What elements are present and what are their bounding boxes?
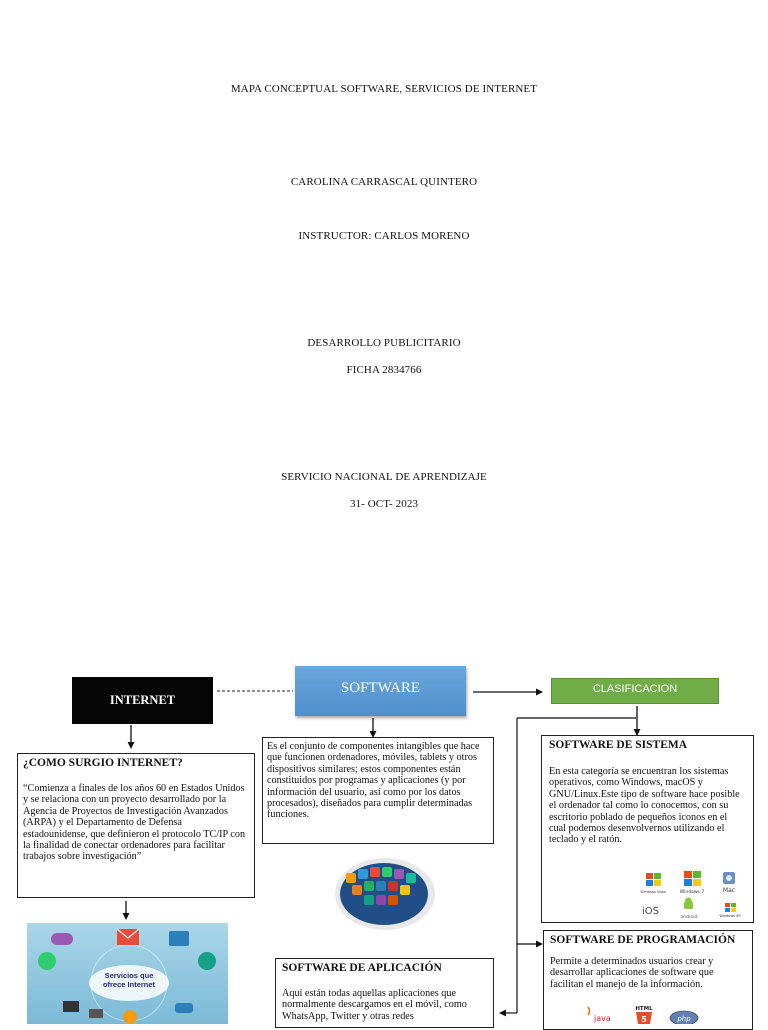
ficha-number: FICHA 2834766	[346, 364, 422, 376]
software-programacion-text: Permite a determinados usuarios crear y desarrollar aplicaciones de software que facilitan el manejo de la información.	[550, 956, 714, 990]
apps-image	[334, 857, 436, 931]
services-caption-line2: ofrece Internet	[102, 980, 156, 989]
computer-icon	[63, 1001, 79, 1012]
software-node	[295, 666, 466, 716]
mac-logo	[723, 872, 735, 884]
tv-icon	[169, 931, 189, 946]
software-programacion-title: SOFTWARE DE PROGRAMACIÓN	[550, 934, 736, 946]
software-aplicacion-title: SOFTWARE DE APLICACIÓN	[282, 962, 442, 974]
como-surgio-title: ¿COMO SURGIO INTERNET?	[23, 757, 183, 769]
arrow-down-icon	[125, 724, 137, 750]
windows-xp-logo	[725, 903, 736, 912]
chat-icon	[51, 933, 73, 945]
android-logo	[684, 898, 693, 910]
author-name: CAROLINA CARRASCAL QUINTERO	[290, 176, 478, 188]
como-surgio-text: “Comienza a finales de los años 60 en Estados Unidos y se relaciona con un proyecto desarrollado por la Agencia de Proyectos de Investigación Avanzados (ARPA) y el Departamento de Defensa estadounidense, que definieron el protocolo TC/IP con la finalidad de conectar ordenadores para facilitar trabajos sobre investigación”	[23, 783, 246, 863]
arrow-down-icon	[120, 900, 132, 922]
institution-name: SERVICIO NACIONAL DE APRENDIZAJE	[281, 471, 487, 483]
internet-label: INTERNET	[109, 693, 176, 707]
laptop-icon	[89, 1009, 103, 1018]
cloud-icon	[198, 952, 216, 970]
os-logos	[638, 870, 748, 920]
internet-node	[72, 677, 213, 724]
software-aplicacion-text: Aquí están todas aquellas aplicaciones que normalmente descargamos en el móvil, como WhatsApp, Twitter y otras redes	[282, 988, 467, 1022]
document-date: 31- OCT- 2023	[349, 498, 419, 510]
java-logo	[588, 1007, 611, 1023]
html-caption: HTML	[635, 1006, 653, 1012]
mac-caption: Mac	[722, 887, 736, 894]
video-icon	[175, 1003, 193, 1013]
java-caption: java	[594, 1014, 611, 1023]
dotted-connector	[215, 688, 295, 694]
services-caption-line1: Servicios que	[104, 971, 154, 980]
internet-services-image	[27, 923, 228, 1024]
svg-text:5: 5	[641, 1015, 647, 1024]
arrow-down-icon	[367, 717, 379, 739]
windows-vista-caption: Windows Vista	[640, 890, 666, 894]
windows-7-caption: Windows 7	[679, 890, 705, 895]
instructor-name: INSTRUCTOR: CARLOS MORENO	[298, 230, 470, 242]
software-definition-box	[262, 737, 494, 844]
software-aplicacion-box	[275, 958, 494, 1028]
ios-caption: iOS	[642, 906, 659, 917]
php-caption: php	[677, 1015, 691, 1023]
arrow-right-icon	[472, 686, 544, 698]
programming-logos	[580, 1003, 710, 1024]
android-caption: android	[680, 915, 698, 920]
software-definition-text: Es el conjunto de componentes intangibles que hace que funcionen ordenadores, móviles, tablets y otros dispositivos similares; estos componentes están constituidos por programas y aplicaciones (y por información del usuario, así como por los datos procesados), diseñados para cumplir determinadas funciones.	[267, 741, 480, 821]
como-surgio-internet-box	[17, 753, 255, 898]
windows-xp-caption: Windows XP	[719, 914, 741, 918]
user-icon	[123, 1010, 137, 1024]
software-label: SOFTWARE	[340, 679, 421, 696]
document-title: MAPA CONCEPTUAL SOFTWARE, SERVICIOS DE INTERNET	[230, 83, 538, 95]
software-sistema-text: En esta categoría se encuentran los sistemas operativos, como Windows, macOS y GNU/Linux.Este tipo de software hace posible el ordenador tal como lo conocemos, con su escritorio poblado de pequeños iconos en el cual podemos desenvolvernos utilizando el teclado y el ratón.	[549, 766, 740, 846]
globe-icon	[38, 952, 56, 970]
clasificacion-node	[551, 678, 719, 704]
program-name: DESARROLLO PUBLICITARIO	[307, 337, 461, 349]
windows-7-logo	[684, 871, 701, 886]
html5-logo	[635, 1006, 653, 1024]
clasificacion-label: CLASIFICACION	[592, 682, 678, 695]
php-logo	[670, 1011, 698, 1024]
windows-vista-logo	[646, 873, 661, 886]
software-sistema-title: SOFTWARE DE SISTEMA	[549, 739, 688, 751]
